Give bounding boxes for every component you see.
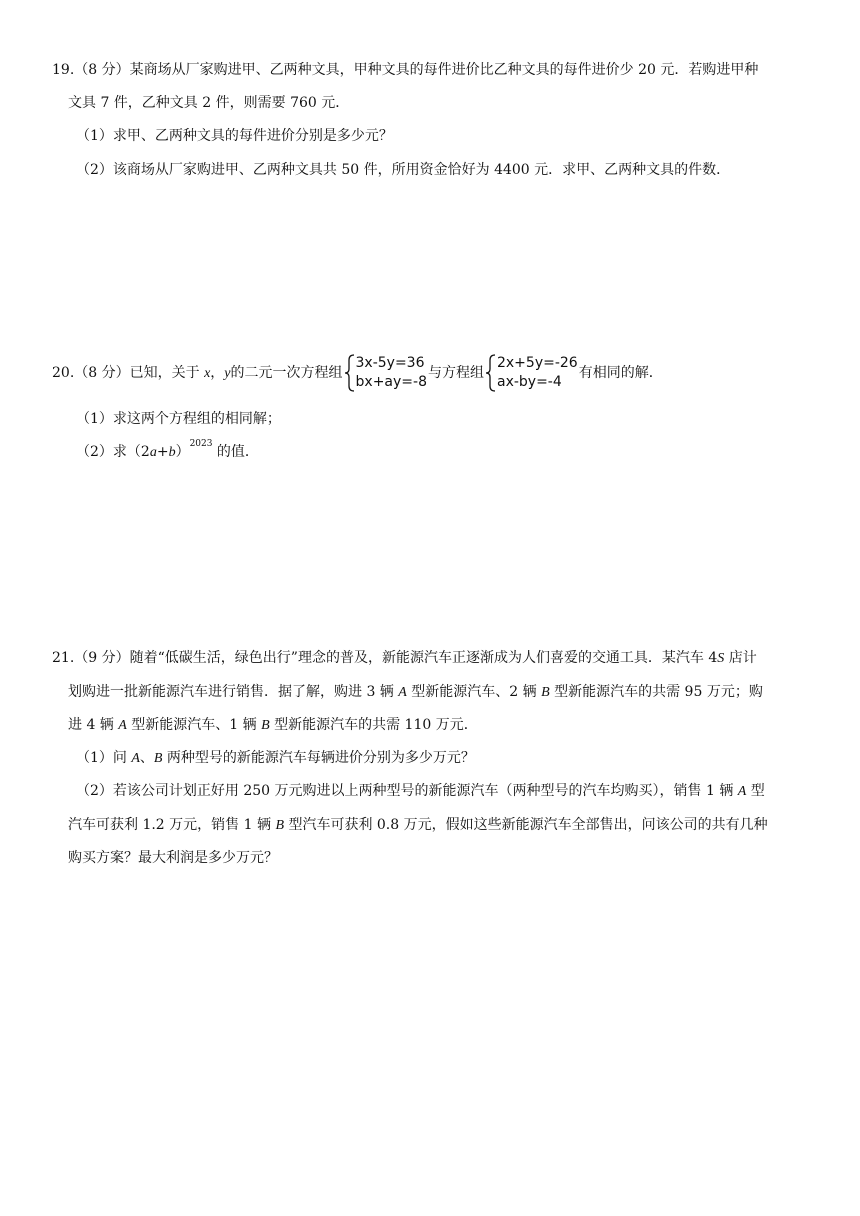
q20-score: （8 分） — [74, 365, 130, 381]
q21-l2-b: 型新能源汽车、2 辆 — [406, 684, 542, 700]
q21-part2-line2 — [68, 814, 768, 837]
q21-l1: 随着“低碳生活，绿色出行”理念的普及，新能源汽车正逐渐成为人们喜爱的交通工具．某汽车 4 — [129, 650, 718, 666]
q21-l2-c: 型新能源汽车的共需 95 万元；购 — [549, 684, 763, 700]
q20-post: 有相同的解． — [578, 365, 663, 381]
sys2-eq1: 2x+5y=-26 — [496, 355, 578, 371]
q21-l2-a: 划购进一批新能源汽车进行销售．据了解，购进 3 辆 — [68, 684, 399, 700]
q21-model-b: B — [261, 718, 270, 733]
left-brace-icon — [344, 354, 356, 392]
q21-model-a: A — [398, 685, 407, 700]
q19-part1: （1）求甲、乙两种文具的每件进价分别是多少元？ — [76, 128, 393, 144]
left-brace-icon — [485, 354, 497, 392]
q19-stem-a: 某商场从厂家购进甲、乙两种文具，甲种文具的每件进价比乙种文具的每件进价少 20 元．若购进甲种 — [129, 62, 759, 78]
q21-l3-a: 进 4 辆 — [68, 717, 119, 733]
q21-model-a: A — [737, 784, 747, 799]
q19-stem-line1 — [52, 59, 758, 81]
q19-score: （8 分） — [74, 62, 130, 78]
sys1-eq2: bx+ay=-8 — [355, 374, 427, 390]
q20-stem — [52, 353, 663, 394]
q20-comma: ， — [210, 365, 225, 381]
q21-line1 — [52, 647, 757, 670]
q20-pre: 已知，关于 — [129, 365, 200, 381]
q20-part2 — [76, 441, 259, 464]
q21-p2-l2-a: 汽车可获利 1.2 万元，销售 1 辆 — [68, 817, 276, 833]
q21-l1-s: S — [717, 651, 725, 666]
q21-l1-end: 店计 — [724, 650, 757, 666]
q21-p2-l2-b: 型汽车可获利 0.8 万元，假如这些新能源汽车全部售出，问该公司的共有几种 — [284, 817, 768, 833]
q21-l3-b: 型新能源汽车、1 辆 — [126, 717, 262, 733]
q21-l3-c: 型新能源汽车的共需 110 万元． — [269, 717, 478, 733]
q20-var-a: a — [149, 445, 157, 460]
q19-part2: （2）该商场从厂家购进甲、乙两种文具共 50 件，所用资金恰好为 4400 元．求甲、乙两种文具的件数． — [76, 162, 731, 178]
q20-var-y: y — [224, 366, 231, 381]
q20-close-paren: ） — [175, 444, 190, 460]
q20-number: 20. — [52, 365, 75, 381]
q19-stem-line2: 文具 7 件，乙种文具 2 件，则需要 760 元． — [68, 95, 350, 111]
q20-var-b: b — [168, 445, 176, 460]
q21-score: （9 分） — [74, 650, 130, 666]
q20-exponent: 2023 — [189, 439, 213, 450]
q21-p1-b: 两种型号的新能源汽车每辆进价分别为多少万元？ — [162, 750, 475, 766]
q21-line3 — [68, 714, 478, 737]
q21-model-a: A — [131, 751, 140, 766]
q21-p2-l1-b: 型 — [746, 783, 765, 799]
q20-mid1: 的二元一次方程组 — [230, 365, 343, 381]
q21-line2 — [68, 681, 763, 704]
equation-system-1 — [344, 354, 427, 392]
q20-part1: （1）求这两个方程组的相同解； — [76, 411, 281, 427]
q20-var-x: x — [204, 366, 211, 381]
sys2-eq2: ax-by=-4 — [496, 374, 562, 390]
q21-model-b: B — [275, 818, 284, 833]
q21-part2-line1 — [76, 780, 765, 803]
q20-mid2: 与方程组 — [427, 365, 484, 381]
q21-p2-l1-a: （2）若该公司计划正好用 250 万元购进以上两种型号的新能源汽车（两种型号的汽车均购买），销售 1 辆 — [76, 783, 738, 799]
q21-p1-sep: 、 — [139, 750, 154, 766]
q20-part2-pre: （2）求（2 — [76, 444, 150, 460]
q21-model-a: A — [118, 718, 127, 733]
q21-model-b: B — [541, 685, 550, 700]
q19-number: 19. — [52, 62, 75, 78]
q20-part2-post: 的值． — [212, 444, 259, 460]
q21-number: 21. — [52, 650, 75, 666]
q21-part2-line3: 购买方案？最大利润是多少万元？ — [68, 850, 278, 866]
q20-plus: + — [156, 444, 169, 460]
sys1-eq1: 3x-5y=36 — [355, 355, 425, 371]
equation-system-2 — [485, 354, 578, 392]
q21-p1-a: （1）问 — [76, 750, 132, 766]
q21-model-b: B — [153, 751, 163, 766]
q21-part1 — [76, 747, 475, 770]
